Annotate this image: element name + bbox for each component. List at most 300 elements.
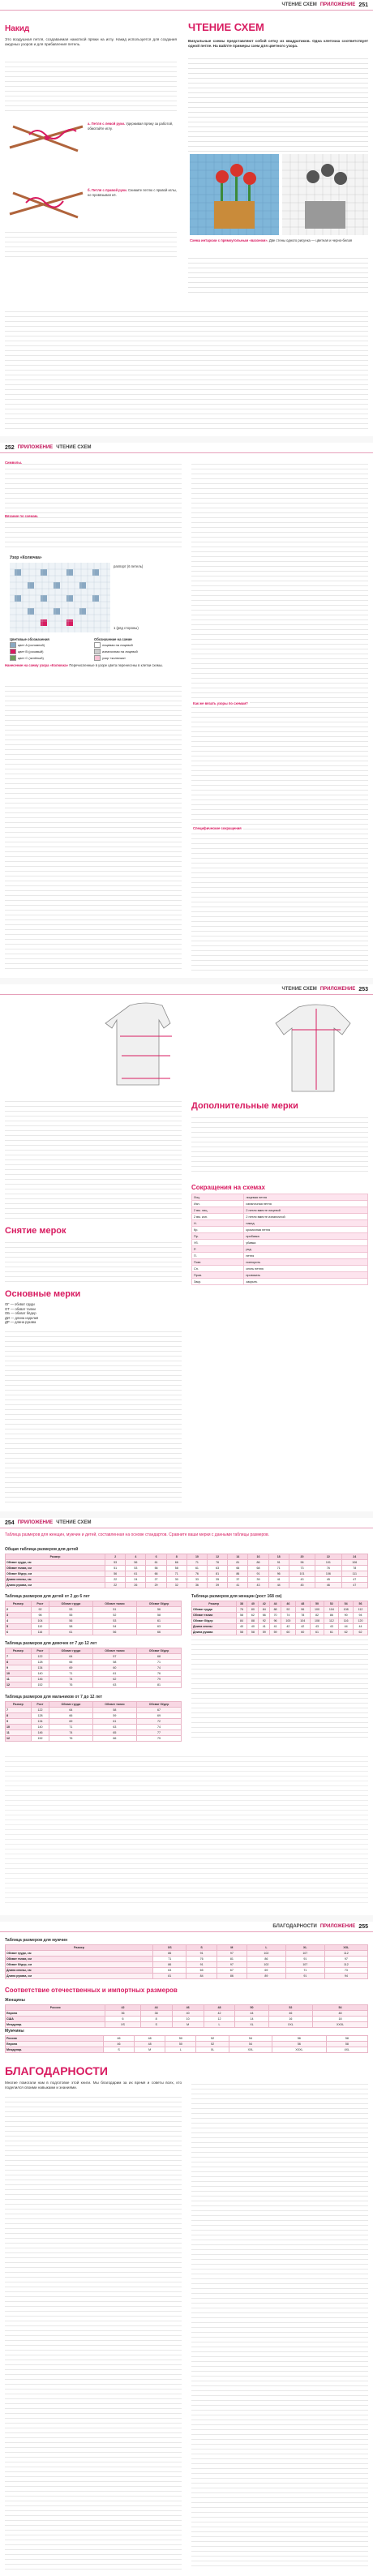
t4-title: Таблица размеров для мальчиков от 7 до 12 лет	[5, 1695, 103, 1699]
table-cell: 56	[126, 1560, 146, 1566]
table-cell: 122	[31, 1708, 49, 1713]
table-cell: Р.	[192, 1246, 244, 1253]
sym-legend-title: Обозначение на схеме	[94, 637, 132, 641]
table-cell: 71	[166, 1571, 186, 1577]
nakid-text: Это воздушная петля, создаваемая намоткой пряжи на иглу. Накид используется для создания ажурных узоров и для прибавления петель.	[5, 37, 177, 46]
table-cell: Междунар.	[6, 2047, 104, 2053]
table-header-row	[6, 1945, 368, 1951]
table-cell: 8	[140, 2017, 172, 2022]
table-cell: 43	[310, 1624, 324, 1630]
table-header-cell: 22	[315, 1554, 341, 1560]
table-cell: 8	[6, 1660, 32, 1665]
table-cell: 88	[247, 1618, 259, 1624]
table-cell: кромочная петля	[244, 1227, 368, 1233]
measurements-title: Снятие мерок	[5, 1226, 66, 1236]
table-row	[6, 1951, 368, 1957]
t2-wrap	[5, 1601, 182, 1635]
table-cell: 146	[31, 1730, 49, 1736]
table-cell: 14	[235, 2017, 268, 2022]
r-title: Таблица размеров для женщин (рост 168 см)	[191, 1594, 282, 1599]
table-cell: прибавка	[244, 1233, 368, 1240]
table-cell: 106	[315, 1571, 341, 1577]
table-cell: 53	[126, 1566, 146, 1571]
table-cell: 78	[341, 1566, 367, 1571]
page-254	[0, 1518, 373, 1915]
table-cell: Длина рукава, см	[6, 1974, 153, 1979]
table-cell: 2 петли вместе лицевой	[244, 1207, 368, 1214]
figure-caption-title: Нанесение на схему узора «Колючка»	[5, 663, 69, 667]
table-cell: Обхват талии	[192, 1613, 237, 1618]
table-cell: 76	[315, 1566, 341, 1571]
table-cell: 71	[49, 1725, 93, 1730]
table-cell: 2 вм. изн.	[192, 1214, 244, 1220]
table-cell: 79	[137, 1677, 182, 1682]
step-b-label: б. Петля с правой руки.	[88, 188, 127, 192]
header-title: ЧТЕНИЕ СХЕМ	[56, 445, 92, 450]
table-cell: 18	[313, 2017, 368, 2022]
table-header-cell: Рост	[31, 1648, 49, 1654]
table-cell: 32	[166, 1583, 186, 1588]
table-cell: 84	[236, 1618, 247, 1624]
table-row	[6, 1671, 182, 1677]
table-row	[192, 1240, 368, 1246]
t3-wrap	[5, 1648, 182, 1688]
table-cell: 7	[6, 1654, 32, 1660]
t4-wrap	[5, 1701, 182, 1742]
table-cell: 6	[6, 1630, 32, 1635]
table-cell: 120	[354, 1618, 368, 1624]
table-cell: 76	[49, 1682, 93, 1688]
table-cell: 86	[228, 1571, 248, 1577]
table-cell: Повт.	[192, 1259, 244, 1266]
step-a-label: а. Петля с левой руки.	[88, 122, 126, 126]
table-cell: 90	[339, 1613, 354, 1618]
table-header-cell: 14	[228, 1554, 248, 1560]
table-cell: 44	[354, 1624, 368, 1630]
women-size-table	[191, 1601, 368, 1635]
needle-illustration-a	[5, 118, 86, 154]
table-cell: 100	[281, 1618, 296, 1624]
table-cell: 134	[31, 1665, 49, 1671]
table-cell: Обхват груди	[192, 1607, 237, 1613]
garment-measurement-figure	[268, 1001, 365, 1096]
table-cell: 84	[186, 1974, 217, 1979]
table-cell: 74	[49, 1677, 93, 1682]
table-row	[192, 1207, 368, 1214]
table-cell: XL	[235, 2022, 268, 2028]
table-cell: 69	[247, 1968, 285, 1974]
header-title: ЧТЕНИЕ СХЕМ	[281, 987, 317, 992]
table-header-cell: 52	[268, 2005, 312, 2011]
table-cell: 39	[248, 1577, 268, 1583]
table-cell: 134	[31, 1719, 49, 1725]
table-row	[6, 1571, 368, 1577]
table-cell: 58	[236, 1630, 247, 1635]
table-cell: Лиц.	[192, 1194, 244, 1201]
table-cell: 43	[289, 1577, 315, 1583]
table-cell: 71	[153, 1957, 186, 1962]
abbrev-table	[191, 1194, 368, 1285]
chart-label: Узор «Колючка»	[10, 555, 42, 560]
header-title: БЛАГОДАРНОСТИ	[272, 1924, 317, 1929]
nakid-body	[5, 58, 177, 115]
table-cell: Уб.	[192, 1240, 244, 1246]
table-cell: 128	[31, 1713, 49, 1719]
table-cell: 91	[186, 1962, 217, 1968]
table-cell: 76	[236, 1607, 247, 1613]
table-row	[6, 1607, 182, 1613]
t2-title: Таблица размеров для детей от 2 до 6 лет	[5, 1594, 90, 1599]
table-cell: 58	[247, 1630, 259, 1635]
table-cell: 66	[92, 1736, 136, 1742]
reading-title: Вязание по схемам.	[5, 514, 39, 518]
chart-caption-text: Две стены одного рисунка — цветная и черно-белая	[268, 238, 353, 242]
table-cell: XXXL	[313, 2022, 368, 2028]
table-header-cell: Размер	[6, 1648, 32, 1654]
table-header-cell: Размер	[6, 1945, 153, 1951]
page252-right-body	[191, 461, 368, 971]
table-cell: 61	[310, 1630, 324, 1635]
table-cell: убавка	[244, 1240, 368, 1246]
table-cell: 45	[315, 1577, 341, 1583]
table-cell: 74	[137, 1665, 182, 1671]
table-cell: 97	[217, 1951, 247, 1957]
table-cell: Длина спины	[192, 1624, 237, 1630]
t1-wrap	[5, 1554, 368, 1588]
men-label: Мужчины	[5, 2029, 24, 2034]
table-cell: 61	[92, 1719, 136, 1725]
table-row	[6, 1660, 182, 1665]
table-row	[6, 1957, 368, 1962]
table-cell: 97	[324, 1957, 367, 1962]
table-cell: 39	[208, 1583, 228, 1588]
table-cell: 69	[49, 1665, 93, 1671]
page252-left-body-bottom	[5, 683, 182, 971]
table-header-cell: 46	[281, 1601, 296, 1607]
table-cell: 72	[137, 1719, 182, 1725]
table-cell: 64	[49, 1708, 93, 1713]
table-row	[192, 1266, 368, 1272]
table-cell: S	[140, 2022, 172, 2028]
table-header-cell: XS	[153, 1945, 186, 1951]
men-title: Таблица размеров для мужчин	[5, 1938, 68, 1943]
intro-text: Визуальные схемы представляют собой сетку из квадратиков. Одна клеточка соответствует одной петле. На вайлте примеры схем для цветного узора.	[188, 39, 368, 48]
table-row	[6, 1677, 182, 1682]
table-header-cell: Размер	[6, 1601, 32, 1607]
symbols-heading	[5, 461, 22, 465]
table-cell: П.	[192, 1253, 244, 1259]
table-header-row	[6, 1648, 182, 1654]
table-header-cell: 12	[208, 1554, 228, 1560]
table-cell: 54	[229, 2042, 272, 2047]
table-cell: 62	[339, 1630, 354, 1635]
table-cell: 9	[6, 1665, 32, 1671]
reading-heading	[5, 514, 38, 519]
table-cell: 16	[268, 2017, 312, 2022]
flowerpot-chart-color	[190, 154, 279, 235]
table-cell: 50	[165, 2036, 196, 2042]
table-cell: 41	[259, 1624, 270, 1630]
page-251	[0, 0, 373, 436]
swatch	[10, 642, 16, 648]
table-header-cell: 8	[166, 1554, 186, 1560]
table-cell: 3	[6, 1613, 32, 1618]
table-cell: 110	[31, 1624, 49, 1630]
table-header-cell: 24	[341, 1554, 367, 1560]
table-cell: Длина рукава, см	[6, 1583, 105, 1588]
table-cell: 44	[339, 1624, 354, 1630]
table-cell: ряд	[244, 1246, 368, 1253]
table-cell: 86	[217, 1974, 247, 1979]
page251-body-bottom	[5, 308, 368, 430]
page-header	[0, 1518, 373, 1528]
table-row	[6, 1560, 368, 1566]
table-cell: 102	[247, 1962, 285, 1968]
kids-2-6-table	[5, 1601, 182, 1635]
table-cell: Обхват бёдер, см	[6, 1571, 105, 1577]
table-cell: 102	[247, 1951, 285, 1957]
swatch	[10, 655, 16, 661]
boys-7-12-table	[5, 1701, 182, 1742]
table-cell: 63	[92, 1725, 136, 1730]
table-cell: L	[165, 2047, 196, 2053]
symbols-title: Символы.	[5, 461, 23, 465]
sym-item	[94, 655, 182, 661]
table-cell: повторить	[244, 1259, 368, 1266]
table-row	[192, 1201, 368, 1207]
table-cell: 63	[137, 1624, 182, 1630]
page-header	[0, 984, 373, 995]
step-b-text: Снимите петлю с правой иглы, не провязывая её.	[88, 188, 177, 197]
table-cell: Обхват талии, см	[6, 1566, 105, 1571]
symbol-legend	[94, 637, 182, 662]
table-header-cell: Размер	[6, 1554, 105, 1560]
table-cell: 60	[92, 1665, 136, 1671]
table-cell: 26	[126, 1583, 146, 1588]
table-header-row	[6, 1554, 368, 1560]
legend-item-a	[10, 642, 91, 648]
table-cell: 71	[137, 1660, 182, 1665]
table-row	[6, 1708, 182, 1713]
table-cell: 38	[140, 2011, 172, 2017]
table-cell: 78	[295, 1613, 310, 1618]
step-a-text: Удерживая пряжу за работой, обмотайте иглу.	[88, 122, 174, 131]
table-cell: 10	[6, 1725, 32, 1730]
table-cell: 92	[259, 1618, 270, 1624]
table-cell: 59	[259, 1630, 270, 1635]
men-size-table	[5, 1944, 368, 1979]
extra-measurements-title: Дополнительные мерки	[191, 1101, 298, 1111]
table-cell: 11	[6, 1730, 32, 1736]
table-row	[192, 1259, 368, 1266]
table-cell: 56	[272, 2042, 327, 2047]
page254-bottom-body	[5, 1753, 368, 1907]
table-cell: 29	[146, 1583, 166, 1588]
table-cell: провязать	[244, 1272, 368, 1279]
table-cell: 2 вм. лиц.	[192, 1207, 244, 1214]
table-cell: 22	[105, 1577, 126, 1583]
table-header-cell: 48	[295, 1601, 310, 1607]
table-cell: 152	[31, 1682, 49, 1688]
table-cell: 11	[6, 1677, 32, 1682]
page254-intro: Таблица размеров для женщин, мужчин и детей, составленная на основе стандартов. Сравните ваши мерки с данными таблицы размеров.	[5, 1532, 270, 1537]
figure-caption-text: Перечисленные в узоре цвета перенесены в клетки схемы.	[69, 663, 163, 667]
table-cell: 71	[186, 1560, 207, 1566]
table-cell: 69	[137, 1713, 182, 1719]
t1-title: Общая таблица размеров для детей	[5, 1547, 79, 1552]
table-cell: закрыть	[244, 1279, 368, 1285]
page251-body-lower	[188, 255, 368, 294]
page-number: 253	[358, 986, 368, 992]
needle-illustration-b	[5, 185, 86, 221]
sym-item	[94, 649, 182, 654]
table-cell: 54	[92, 1624, 136, 1630]
corr-m-wrap	[5, 2035, 368, 2053]
table-cell: 112	[324, 1951, 367, 1957]
table-cell: 68	[248, 1566, 268, 1571]
page-number: 252	[5, 444, 15, 451]
table-cell: 101	[315, 1560, 341, 1566]
table-cell: 61	[137, 1618, 182, 1624]
step-b-caption	[88, 188, 177, 197]
table-row	[192, 1279, 368, 1285]
table-header-cell: 44	[270, 1601, 281, 1607]
table-cell: 76	[137, 1671, 182, 1677]
table-cell: 66	[228, 1566, 248, 1571]
thanks-lead: Многие помогали нам в подготовке этой книги. Мы благодарим за их время и советы всех, кто поделился своими навыками и знаниями.	[5, 2081, 182, 2090]
table-cell: 81	[137, 1682, 182, 1688]
table-cell: 52	[196, 2042, 229, 2047]
table-row	[6, 1725, 182, 1730]
table-cell: Обхват бёдер	[192, 1618, 237, 1624]
table-cell: 94	[354, 1613, 368, 1618]
table-row	[192, 1618, 368, 1624]
table-row	[192, 1607, 368, 1613]
figure-caption	[5, 663, 182, 668]
table-cell: 92	[31, 1607, 49, 1613]
table-cell: 140	[31, 1725, 49, 1730]
table-cell: 4XL	[326, 2047, 367, 2053]
table-cell: 45	[289, 1583, 315, 1588]
header-title: ЧТЕНИЕ СХЕМ	[281, 2, 317, 7]
table-row	[6, 1624, 182, 1630]
table-cell: Обхват груди, см	[6, 1951, 153, 1957]
table-cell: 41	[270, 1624, 281, 1630]
table-cell: 112	[324, 1618, 339, 1624]
table-cell: 36	[105, 2011, 140, 2017]
table-cell: 96	[289, 1560, 315, 1566]
page-gap	[0, 1915, 373, 1922]
table-cell: 61	[49, 1630, 93, 1635]
right-heading-1	[191, 701, 250, 707]
table-row	[6, 2017, 368, 2022]
table-cell: 61	[146, 1560, 166, 1566]
table-cell: 5	[6, 1624, 32, 1630]
table-header-row	[6, 1702, 182, 1708]
table-cell: 60	[295, 1630, 310, 1635]
table-row	[6, 1613, 182, 1618]
table-row	[192, 1214, 368, 1220]
table-header-cell: 54	[339, 1601, 354, 1607]
table-cell: 27	[146, 1577, 166, 1583]
table-cell: 71	[285, 1968, 324, 1974]
table-cell: 97	[217, 1962, 247, 1968]
table-header-cell: 42	[105, 2005, 140, 2011]
t3-title: Таблица размеров для девочек от 7 до 12 лет	[5, 1641, 97, 1646]
table-cell: 65	[92, 1730, 136, 1736]
table-cell: 73	[324, 1968, 367, 1974]
step-a-caption	[88, 122, 177, 131]
table-cell: 112	[324, 1962, 367, 1968]
sym-label: изнаночная на лицевой	[102, 649, 138, 654]
table-cell: S	[103, 2047, 134, 2053]
thanks-title: БЛАГОДАРНОСТИ	[5, 2064, 108, 2077]
table-cell: 48	[135, 2042, 165, 2047]
table-cell: XXXL	[272, 2047, 327, 2053]
table-cell: 77	[137, 1730, 182, 1736]
table-cell: 82	[310, 1613, 324, 1618]
table-row	[192, 1253, 368, 1259]
table-cell: 63	[208, 1566, 228, 1571]
table-cell: Изн.	[192, 1201, 244, 1207]
table-cell: 116	[339, 1618, 354, 1624]
corr-title: Соответствие отечественных и импортных размеров	[5, 1987, 178, 1994]
table-cell: 116	[31, 1630, 49, 1635]
table-cell: 71	[49, 1671, 93, 1677]
table-cell: XS	[105, 2022, 140, 2028]
corr-wrap	[5, 2004, 368, 2028]
table-header-cell: Обхват талии	[92, 1648, 136, 1654]
table-cell: 58	[326, 2036, 367, 2042]
measure-item: ОТ — обхват талии	[5, 1306, 36, 1311]
table-header-cell: Размер	[6, 1702, 32, 1708]
legend-item-b	[10, 649, 91, 654]
page-gap	[0, 1511, 373, 1518]
table-cell: 63	[92, 1682, 136, 1688]
table-row	[6, 2036, 368, 2042]
page-number: 255	[358, 1923, 368, 1930]
measure-item: ДИ — длина изделия	[5, 1315, 39, 1320]
table-cell: 12	[6, 1736, 32, 1742]
table-cell: 24	[126, 1577, 146, 1583]
table-cell: 10	[6, 1671, 32, 1677]
table-row	[192, 1272, 368, 1279]
table-cell: 76	[208, 1560, 228, 1566]
women-label: Женщины	[5, 1998, 25, 2003]
swatch	[94, 655, 101, 661]
table-cell: 107	[285, 1951, 324, 1957]
table-cell: 67	[217, 1968, 247, 1974]
table-header-cell: Рост	[31, 1601, 49, 1607]
page-header	[0, 443, 373, 453]
table-cell: 51	[92, 1607, 136, 1613]
table-cell: накид	[244, 1220, 368, 1227]
table-header-cell: 48	[204, 2005, 235, 2011]
men-correspondence-table	[5, 2035, 368, 2053]
table-cell: 140	[31, 1671, 49, 1677]
legend-label: цвет A (основной)	[18, 642, 45, 647]
table-cell: 89	[247, 1974, 285, 1979]
table-cell: L	[204, 2022, 235, 2028]
table-cell: 66	[137, 1630, 182, 1635]
table-row	[6, 2011, 368, 2017]
page252-left-body-top	[5, 461, 182, 550]
table-row	[192, 1630, 368, 1635]
table-cell: Длина спины, см	[6, 1577, 105, 1583]
table-cell: 56	[272, 2036, 327, 2042]
table-cell: 36	[186, 1583, 207, 1588]
table-header-cell: Обхват бёдер	[137, 1601, 182, 1607]
